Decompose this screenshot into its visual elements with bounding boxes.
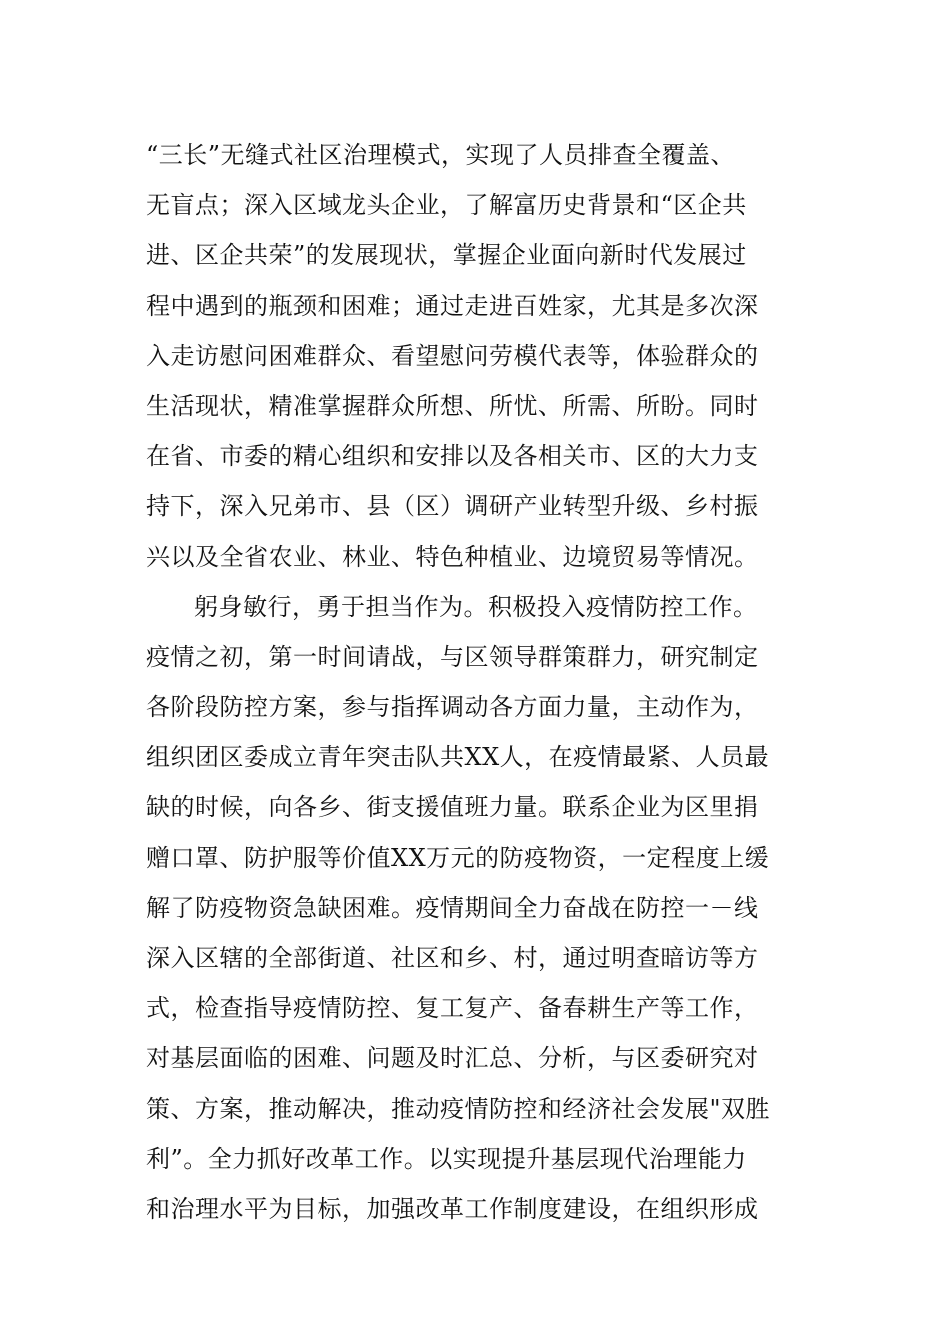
text-line: 疫情之初，第一时间请战，与区领导群策群力，研究制定 [146,642,759,671]
text-line: 在省、市委的精心组织和安排以及各相关市、区的大力支 [146,442,759,471]
text-line: 进、区企共荣”的发展现状，掌握企业面向新时代发展过 [146,241,747,270]
text-line: 各阶段防控方案，参与指挥调动各方面力量，主动作为， [146,693,759,722]
text-line: 对基层面临的困难、问题及时汇总、分析，与区委研究对 [146,1044,759,1073]
text-line: 入走访慰问困难群众、看望慰问劳模代表等，体验群众的 [146,341,759,370]
text-line: 赠口罩、防护服等价值XX万元的防疫物资，一定程度上缓 [146,843,770,872]
text-line: 程中遇到的瓶颈和困难；通过走进百姓家，尤其是多次深 [146,291,759,320]
text-line: 利”。全力抓好改革工作。以实现提升基层现代治理能力 [146,1144,747,1173]
text-line: 式，检查指导疫情防控、复工复产、备春耕生产等工作， [146,994,759,1023]
text-line: 深入区辖的全部街道、社区和乡、村，通过明查暗访等方 [146,944,759,972]
text-line: 缺的时候，向各乡、街支援值班力量。联系企业为区里捐 [146,793,759,822]
text-line: 和治理水平为目标，加强改革工作制度建设，在组织形成 [146,1194,759,1223]
text-line: 持下，深入兄弟市、县（区）调研产业转型升级、乡村振 [146,492,759,521]
text-line: 生活现状，精准掌握群众所想、所忧、所需、所盼。同时 [146,391,759,420]
body-text [146,130,816,1234]
text-line: 组织团区委成立青年突击队共XX人，在疫情最紧、人员最 [146,743,770,772]
text-line: 解了防疫物资急缺困难。疫情期间全力奋战在防控一－线 [146,893,759,922]
text-line: 兴以及全省农业、林业、特色种植业、边境贸易等情况。 [146,542,759,571]
text-line: 无盲点；深入区域龙头企业，了解富历史背景和“区企共 [146,191,747,220]
text-line: “三长”无缝式社区治理模式，实现了人员排查全覆盖、 [146,141,736,169]
text-line: 策、方案，推动解决，推动疫情防控和经济社会发展"双胜 [146,1094,771,1123]
paragraph-start-line: 躬身敏行，勇于担当作为。积极投入疫情防控工作。 [194,592,758,621]
